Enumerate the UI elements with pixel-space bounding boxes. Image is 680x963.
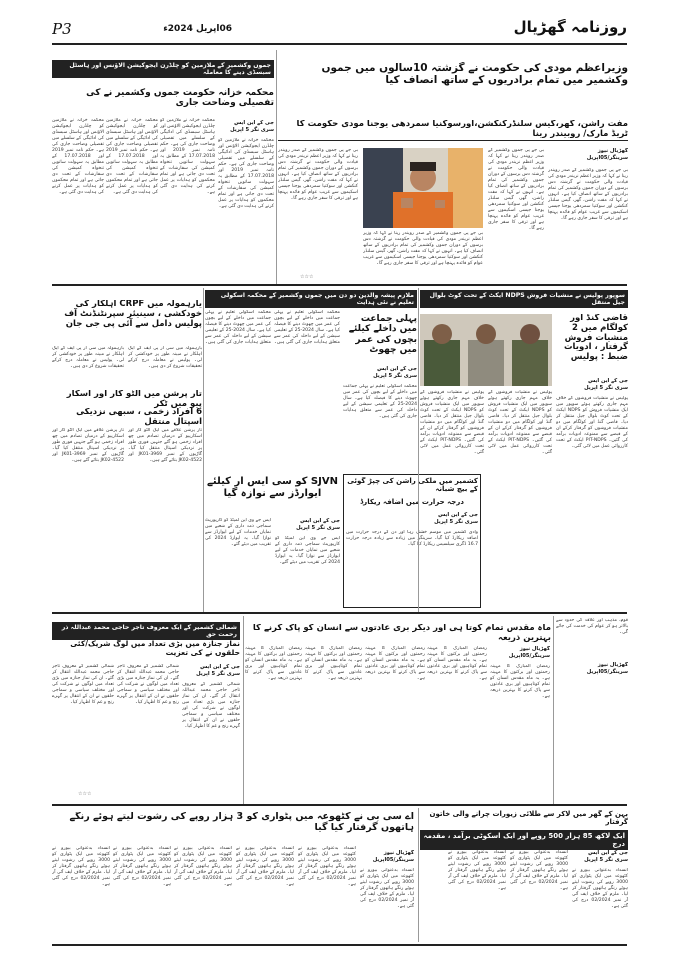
- story2-kicker: جموں وکشمیر کے ملازمین کو چلڈرن ایجوکیشن الاؤنس اور ہاسٹل سبسڈی دینے کا معاملہ: [52, 60, 274, 78]
- story11-headline: اے سی بی نے کٹھوعہ میں پٹواری کو 3 ہزار روپے کی رشوت لیتے ہوئے رنگے ہاتھوں گرفتار کیا گیا: [69, 812, 414, 833]
- lead-body-col3: بی جے پی جموں وکشمیر کے صدر رویندر رینا نے کہا کہ وزیر اعظم نریندر مودی کی قیادت والی حکومت نے گزشتہ دس برسوں کے دوران جموں وکشمیر کی تمام برادریوں کے ساتھ انصاف کیا ہے۔ انہوں نے کہا کہ مفت راشن، گھر، گیس سلنڈر کنکشن اور سوکنیا سمردھی یوجنا جیسی اسکیموں سے غریب عوام کو فائدہ پہنچا ہے اور ترقی کا سفر جاری رہے گا۔: [363, 231, 483, 266]
- story4-headline: پہلی جماعت میں داخلے کیلئے بچوں کی عمر میں چھوٹ: [348, 314, 417, 356]
- lead-end-marks: ☆☆☆: [300, 274, 314, 280]
- lead-byline: گھڑیال نیوز سرینگر/05اپریل: [586, 148, 628, 161]
- col-sep: [276, 50, 277, 284]
- story9-body-col1: شمالی کشمیر کے معروف تاجر حاجی محمد عبداللہ انتقال کر گئے۔ ان کی نماز جنازہ میں بڑی تعداد میں لوگوں نے شرکت کی اور مختلف سیاسی و سماجی حلقوں نے ان کے انتقال پر گہرے رنج و غم کا اظہار کیا۔: [182, 682, 240, 729]
- col-sep: [243, 616, 244, 804]
- story4-body-col3: محکمہ اسکولی تعلیم نے پہلی جماعت میں داخلے کے لیے بچوں کی عمر میں چھوٹ دینے کا فیصلہ کیا ہے۔ سال 2024-25 کے تعلیمی سیشن کے لیے داخلہ کی عمر سے متعلق ہدایات جاری کی گئی ہیں۔: [205, 310, 271, 345]
- story9-body-col3: شمالی کشمیر کے معروف تاجر حاجی محمد عبداللہ انتقال کر گئے۔ ان کی نماز جنازہ میں بڑی تعداد میں لوگوں نے شرکت کی اور مختلف سیاسی و سماجی حلقوں نے ان کے انتقال پر گہرے رنج و غم کا اظہار کیا۔: [52, 664, 114, 705]
- story9-byline: جی کے این ایس سری نگر 5 اپریل: [196, 664, 240, 677]
- story9-body-col2: شمالی کشمیر کے معروف تاجر حاجی محمد عبداللہ انتقال کر گئے۔ ان کی نماز جنازہ میں بڑی تعداد میں لوگوں نے شرکت کی اور مختلف سیاسی و سماجی حلقوں نے ان کے انتقال پر گہرے رنج و غم کا اظہار کیا۔: [117, 664, 179, 705]
- story3-body-col3: پولیس نے منشیات فروشوں کے خلاف مہم جاری رکھتے ہوئے سوپور میں ایک منشیات فروش کو NDPS ایکٹ کے تحت کوٹ بلوال جیل منتقل کر دیا۔ قاضی گنڈ اور کولگام میں دو منشیات فروشوں کو گرفتار کرکے ان کے قبضے سے ممنوعہ ادویات برآمد کی گئیں۔ PIT-NDPS ایکٹ کے تحت کارروائی عمل میں لائی گئی۔: [420, 390, 484, 455]
- issue-date: 06اپریل 2024ء: [163, 24, 232, 34]
- story3-body-col2: پولیس نے منشیات فروشوں کے خلاف مہم جاری رکھتے ہوئے سوپور میں ایک منشیات فروش کو NDPS ایکٹ کے تحت کوٹ بلوال جیل منتقل کر دیا۔ قاضی گنڈ اور کولگام میں دو منشیات فروشوں کو گرفتار کرکے ان کے قبضے سے ممنوعہ ادویات برآمد کی گئیں۔ PIT-NDPS ایکٹ کے تحت کارروائی عمل میں لائی گئی۔: [488, 390, 552, 455]
- lead-body-col2: بی جے پی جموں وکشمیر کے صدر رویندر رینا نے کہا کہ وزیر اعظم نریندر مودی کی قیادت والی حکومت نے گزشتہ دس برسوں کے دوران جموں وکشمیر کی تمام برادریوں کے ساتھ انصاف کیا ہے۔ انہوں نے کہا کہ مفت راشن، گھر، گیس سلنڈر کنکشن اور سوکنیا سمردھی یوجنا جیسی اسکیموں سے غریب عوام کو فائدہ پہنچا ہے اور ترقی کا سفر جاری رہے گا۔: [488, 148, 544, 231]
- story3-byline: جی کے این ایس سری نگر 5 اپریل: [584, 378, 628, 391]
- masthead: [52, 18, 627, 42]
- story7-byline: جی کے این ایس سری نگر 5 اپریل: [296, 518, 340, 531]
- lead-photo: [363, 148, 483, 228]
- story11-body-col4: انسداد بدعنوانی بیورو نے کٹھوعہ میں ایک پٹواری کو 3000 روپے کی رشوت لیتے ہوئے رنگے ہاتھوں گرفتار کر لیا۔ ملزم کے خلاف ایف آئی آر نمبر 02/2024 درج کی گئی ہے۔: [174, 846, 232, 887]
- story2-byline: جی کے این ایس سری نگر 5 اپریل: [230, 120, 274, 133]
- story8-byline: جی کے این ایس سری نگر 5 اپریل: [434, 512, 478, 525]
- masthead-rule: [52, 43, 627, 45]
- story12-body-col2: انسداد بدعنوانی بیورو نے کٹھوعہ میں ایک پٹواری کو 3000 روپے کی رشوت لیتے ہوئے رنگے ہاتھوں گرفتار کر لیا۔ ملزم کے خلاف ایف آئی آر نمبر 02/2024 درج کی گئی ہے۔: [510, 850, 568, 891]
- story5-body-col1: بارہمولہ میں سی آر پی ایف کے ایک اہلکار نے مبینہ طور پر خودکشی کر لی۔ پولیس نے معاملہ درج کرکے تحقیقات شروع کر دی ہیں۔: [128, 346, 202, 369]
- story7-headline: SJVN کو سی ایس آر کیلئے ایوارڈز سے نوازہ گیا: [207, 476, 338, 499]
- story2-body-col3: محکمہ خزانہ نے ملازمین کو چلڈرن ایجوکیشن الاؤنس اور ہاسٹل سبسڈی کی ادائیگی کے سلسلے میں تفصیلی وضاحت جاری کی ہے۔ حکم نامہ نمبر 2019 اور 17.07.2018 کے مطابق یہ سہولت ساتویں تنخواہ کمیشن کی سفارشات کے تحت دی جاتی ہے اور تمام محکموں کو ہدایات پر عمل کرنے کی ہدایت دی گئی ہے۔: [106, 118, 158, 195]
- col-sep: [553, 616, 554, 804]
- story10-body-col1: رمضان المبارک کا مہینہ رحمتوں اور برکتوں کا مہینہ ہے۔ یہ ماہ مقدس انسان کو تمام کوتاہیوں اور بری عادتوں سے پاک کرنے کا بہترین ذریعہ ہے۔: [490, 664, 550, 699]
- story3-photo: [420, 314, 552, 386]
- section-rule-3: [52, 804, 627, 806]
- story13-byline: گھڑیال نیوز سرینگر/05اپریل: [586, 662, 628, 675]
- lead-body-col4: بی جے پی جموں وکشمیر کے صدر رویندر رینا نے کہا کہ وزیر اعظم نریندر مودی کی قیادت والی حکومت نے گزشتہ دس برسوں کے دوران جموں وکشمیر کی تمام برادریوں کے ساتھ انصاف کیا ہے۔ انہوں نے کہا کہ مفت راشن، گھر، گیس سلنڈر کنکشن اور سوکنیا سمردھی یوجنا جیسی اسکیموں سے غریب عوام کو فائدہ پہنچا ہے اور ترقی کا سفر جاری رہے گا۔: [278, 148, 358, 201]
- story3-body-col1: پولیس نے منشیات فروشوں کے خلاف مہم جاری رکھتے ہوئے سوپور میں ایک منشیات فروش کو NDPS ایکٹ کے تحت کوٹ بلوال جیل منتقل کر دیا۔ قاضی گنڈ اور کولگام میں دو منشیات فروشوں کو گرفتار کرکے ان کے قبضے سے ممنوعہ ادویات برآمد کی گئیں۔ PIT-NDPS ایکٹ کے تحت کارروائی عمل میں لائی گئی۔: [556, 396, 628, 449]
- page-number: P3: [52, 20, 72, 38]
- story9-kicker: شمالی کشمیر کے ایک معروف تاجر حاجی محمد عبداللہ ذر رحمت حق: [52, 622, 240, 640]
- footer-rule: [52, 944, 627, 946]
- story2-headline: محکمہ خزانہ حکومت جموں وکشمیر نے کی تفصیلی وضاحت جاری: [86, 88, 274, 109]
- story11-byline: گھڑیال نیوز سرینگر/05اپریل: [372, 850, 414, 863]
- story6-headline: تار پرشن میں آلٹو کار اور اسکار پیو میں ٹکر: [66, 390, 202, 409]
- story7-body-col1: ایس جے وی این لمیٹڈ کو کارپوریٹ سماجی ذمہ داری کے شعبے میں نمایاں خدمات کے لیے ایوارڈز سے نوازا گیا۔ یہ ایوارڈ 2024 کی تقریب میں دیئے گئے۔: [275, 536, 340, 565]
- story4-kicker: ملازم پیشہ والدین دو دن میں جموں وکشمیر کے محکمہ اسکولی تعلیم نے نئی ہدایت: [205, 290, 417, 308]
- story12-body-col3: انسداد بدعنوانی بیورو نے کٹھوعہ میں ایک پٹواری کو 3000 روپے کی رشوت لیتے ہوئے رنگے ہاتھوں گرفتار کر لیا۔ ملزم کے خلاف ایف آئی آر نمبر 02/2024 درج کی گئی ہے۔: [448, 850, 506, 891]
- story10-body-col4: رمضان المبارک کا مہینہ رحمتوں اور برکتوں کا مہینہ ہے۔ یہ ماہ مقدس انسان کو تمام کوتاہیوں اور بری عادتوں سے پاک کرنے کا بہترین ذریعہ ہے۔: [305, 646, 362, 681]
- section-rule-2: [52, 612, 627, 614]
- lead-headline: وزیراعظم مودی کی حکومت نے گزشتہ 10سالوں میں جموں وکشمیر میں تمام برادریوں کے ساتھ انصاف کیا: [321, 62, 628, 87]
- story10-body-col3: رمضان المبارک کا مہینہ رحمتوں اور برکتوں کا مہینہ ہے۔ یہ ماہ مقدس انسان کو تمام کوتاہیوں اور بری عادتوں سے پاک کرنے کا بہترین ذریعہ ہے۔: [365, 646, 425, 681]
- story6-body-col1: تار پرشن علاقے میں ایک آلٹو کار اور اسکارپیو کے درمیان تصادم میں چھ افراد زخمی ہو گئے جنہیں فوری طور پر نزدیکی اسپتال منتقل کیا گیا۔ گاڑیوں کے نمبر JK01-3969 اور JK02-4522 بتائے گئے ہیں۔: [128, 428, 202, 463]
- story10-body-col5: رمضان المبارک کا مہینہ رحمتوں اور برکتوں کا مہینہ ہے۔ یہ ماہ مقدس انسان کو تمام کوتاہیوں اور بری عادتوں سے پاک کرنے کا بہترین ذریعہ ہے۔: [245, 646, 302, 681]
- story9-headline: نماز جنازہ میں بڑی تعداد میں لوگ شریک/کئی حلقوں نے کی تعزیت: [70, 640, 240, 657]
- story11-body-col6: انسداد بدعنوانی بیورو نے کٹھوعہ میں ایک پٹواری کو 3000 روپے کی رشوت لیتے ہوئے رنگے ہاتھوں گرفتار کر لیا۔ ملزم کے خلاف ایف آئی آر نمبر 02/2024 درج کی گئی ہے۔: [52, 846, 110, 887]
- story6-subhead: 6 افراد زخمی ، سبھی نزدیکی اسپتال منتقل: [76, 408, 202, 427]
- story13-body: قوم، مذہب اور علاقہ کی حدود سے بالاتر ہو کر عوام کی خدمت کی جائے گی۔: [556, 618, 628, 635]
- story3-headline: قاضی گنڈ اور کولگام میں 2 منشیات فروش گرفتار ، ادویات ضبط : پولیس: [564, 314, 628, 363]
- story11-body-col1: انسداد بدعنوانی بیورو نے کٹھوعہ میں ایک پٹواری کو 3000 روپے کی رشوت لیتے ہوئے رنگے ہاتھوں گرفتار کر لیا۔ ملزم کے خلاف ایف آئی آر نمبر 02/2024 درج کی گئی ہے۔: [360, 868, 414, 909]
- story4-body-col2: محکمہ اسکولی تعلیم نے پہلی جماعت میں داخلے کے لیے بچوں کی عمر میں چھوٹ دینے کا فیصلہ کیا ہے۔ سال 2024-25 کے تعلیمی سیشن کے لیے داخلہ کی عمر سے متعلق ہدایات جاری کی گئی ہیں۔: [274, 310, 340, 345]
- story2-body-col1: محکمہ خزانہ نے ملازمین کو چلڈرن ایجوکیشن الاؤنس اور ہاسٹل سبسڈی کی ادائیگی کے سلسلے میں تفصیلی وضاحت جاری کی ہے۔ حکم نامہ نمبر 2019 اور 17.07.2018 کے مطابق یہ سہولت ساتویں تنخواہ کمیشن کی سفارشات کے تحت دی جاتی ہے اور تمام محکموں کو ہدایات پر عمل کرنے کی ہدایت دی گئی ہے۔: [218, 138, 274, 209]
- story6-body-col2: تار پرشن علاقے میں ایک آلٹو کار اور اسکارپیو کے درمیان تصادم میں چھ افراد زخمی ہو گئے جنہیں فوری طور پر نزدیکی اسپتال منتقل کیا گیا۔ گاڑیوں کے نمبر JK01-3969 اور JK02-4522 بتائے گئے ہیں۔: [52, 428, 124, 463]
- story12-subhead: ایک لاکھ 85 ہزار 500 روپے اور ایک اسکوٹی برآمد ، مقدمہ درج: [420, 830, 628, 850]
- col-sep: [418, 288, 419, 612]
- story2-body-col4: محکمہ خزانہ نے ملازمین کو چلڈرن ایجوکیشن الاؤنس اور ہاسٹل سبسڈی کی ادائیگی کے سلسلے میں تفصیلی وضاحت جاری کی ہے۔ حکم نامہ نمبر 2019 اور 17.07.2018 کے مطابق یہ سہولت ساتویں تنخواہ کمیشن کی سفارشات کے تحت دی جاتی ہے اور تمام محکموں کو ہدایات پر عمل کرنے کی ہدایت دی گئی ہے۔: [52, 118, 104, 195]
- story11-body-col5: انسداد بدعنوانی بیورو نے کٹھوعہ میں ایک پٹواری کو 3000 روپے کی رشوت لیتے ہوئے رنگے ہاتھوں گرفتار کر لیا۔ ملزم کے خلاف ایف آئی آر نمبر 02/2024 درج کی گئی ہے۔: [113, 846, 171, 887]
- story11-body-col3: انسداد بدعنوانی بیورو نے کٹھوعہ میں ایک پٹواری کو 3000 روپے کی رشوت لیتے ہوئے رنگے ہاتھوں گرفتار کر لیا۔ ملزم کے خلاف ایف آئی آر نمبر 02/2024 درج کی گئی ہے۔: [236, 846, 294, 887]
- paper-name: روزنامہ گھڑیال: [513, 19, 627, 36]
- story9-end-marks: ☆☆☆: [78, 791, 92, 797]
- story7-body-col2: ایس جے وی این لمیٹڈ کو کارپوریٹ سماجی ذمہ داری کے شعبے میں نمایاں خدمات کے لیے ایوارڈز سے نوازا گیا۔ یہ ایوارڈ 2024 کی تقریب میں دیئے گئے۔: [205, 518, 271, 547]
- story5-headline: یارہمولہ میں CRPF اہلکار کی خودکشی ، سینیئر سپرنٹنڈنٹ آف پولیس دامل سے آئی پی جی جان: [64, 300, 202, 329]
- col-sep: [418, 808, 419, 942]
- story12-headline: بہن کے گھر میں لاکر سے طلائی زیورات چرانے والی خاتون گرفتار: [429, 810, 628, 827]
- lead-subhead: مفت راشن، گھر،گیس سلنڈرکنکشن،اورسوکنیا سمردھی یوجنا مودی حکومت کا ٹریڈ مارک/ روبیندر رینا: [296, 120, 628, 139]
- story12-byline: جی کے این ایس سری نگر 5 اپریل: [584, 850, 628, 863]
- story8-body: وادی کشمیر میں موسم خشک رہا اور دن کے درجہ حرارت میں اضافہ ریکارڈ کیا گیا۔ سرینگر میں زیادہ سے زیادہ درجہ حرارت 16.7 ڈگری سیلسیس ریکارڈ کیا گیا۔: [346, 530, 478, 547]
- story8-headline: کشمیر میں ملکی راشن کی چپڑ گوئی کے بیچ شبانہ: [347, 477, 478, 494]
- story2-body-col2: محکمہ خزانہ نے ملازمین کو چلڈرن ایجوکیشن الاؤنس اور ہاسٹل سبسڈی کی ادائیگی کے سلسلے میں تفصیلی وضاحت جاری کی ہے۔ حکم نامہ نمبر 2019 اور 17.07.2018 کے مطابق یہ سہولت ساتویں تنخواہ کمیشن کی سفارشات کے تحت دی جاتی ہے اور تمام محکموں کو ہدایات پر عمل کرنے کی ہدایت دی گئی ہے۔: [160, 118, 215, 195]
- lead-divider: [278, 140, 628, 141]
- story4-body-col1: محکمہ اسکولی تعلیم نے پہلی جماعت میں داخلے کے لیے بچوں کی عمر میں چھوٹ دینے کا فیصلہ کیا ہے۔ سال 2024-25 کے تعلیمی سیشن کے لیے داخلہ کی عمر سے متعلق ہدایات جاری کی گئی ہیں۔: [343, 384, 417, 419]
- story5-body-col2: بارہمولہ میں سی آر پی ایف کے ایک اہلکار نے مبینہ طور پر خودکشی کر لی۔ پولیس نے معاملہ درج کرکے تحقیقات شروع کر دی ہیں۔: [52, 346, 124, 369]
- story11-body-col2: انسداد بدعنوانی بیورو نے کٹھوعہ میں ایک پٹواری کو 3000 روپے کی رشوت لیتے ہوئے رنگے ہاتھوں گرفتار کر لیا۔ ملزم کے خلاف ایف آئی آر نمبر 02/2024 درج کی گئی ہے۔: [298, 846, 356, 887]
- story8-subhead: درجہ حرارت میں اضافہ ریکارڈ: [360, 498, 464, 506]
- story3-kicker: سوپور پولیس نے منشیات فروش NDPS ایکٹ کے تحت کوٹ بلوال جیل منتقل: [420, 290, 628, 308]
- story10-headline: ماہ مقدس تمام کوتا ہی اور دیگر بری عادتوں سے انسان کو پاک کرنے کا بہترین ذریعہ: [252, 624, 551, 643]
- section-rule-1: [52, 284, 627, 286]
- story10-byline: گھڑیال نیوز سرینگر/05اپریل: [508, 646, 550, 659]
- story10-body-col2: رمضان المبارک کا مہینہ رحمتوں اور برکتوں کا مہینہ ہے۔ یہ ماہ مقدس انسان کو تمام کوتاہیوں اور بری عادتوں سے پاک کرنے کا بہترین ذریعہ ہے۔: [427, 646, 487, 681]
- col-sep: [203, 288, 204, 612]
- lead-body-col1: بی جے پی جموں وکشمیر کے صدر رویندر رینا نے کہا کہ وزیر اعظم نریندر مودی کی قیادت والی حکومت نے گزشتہ دس برسوں کے دوران جموں وکشمیر کی تمام برادریوں کے ساتھ انصاف کیا ہے۔ انہوں نے کہا کہ مفت راشن، گھر، گیس سلنڈر کنکشن اور سوکنیا سمردھی یوجنا جیسی اسکیموں سے غریب عوام کو فائدہ پہنچا ہے اور ترقی کا سفر جاری رہے گا۔: [548, 168, 628, 221]
- story4-byline: جی کے این ایس سری نگر 5 اپریل: [373, 366, 417, 379]
- story12-body-col1: انسداد بدعنوانی بیورو نے کٹھوعہ میں ایک پٹواری کو 3000 روپے کی رشوت لیتے ہوئے رنگے ہاتھوں گرفتار کر لیا۔ ملزم کے خلاف ایف آئی آر نمبر 02/2024 درج کی گئی ہے۔: [572, 868, 628, 909]
